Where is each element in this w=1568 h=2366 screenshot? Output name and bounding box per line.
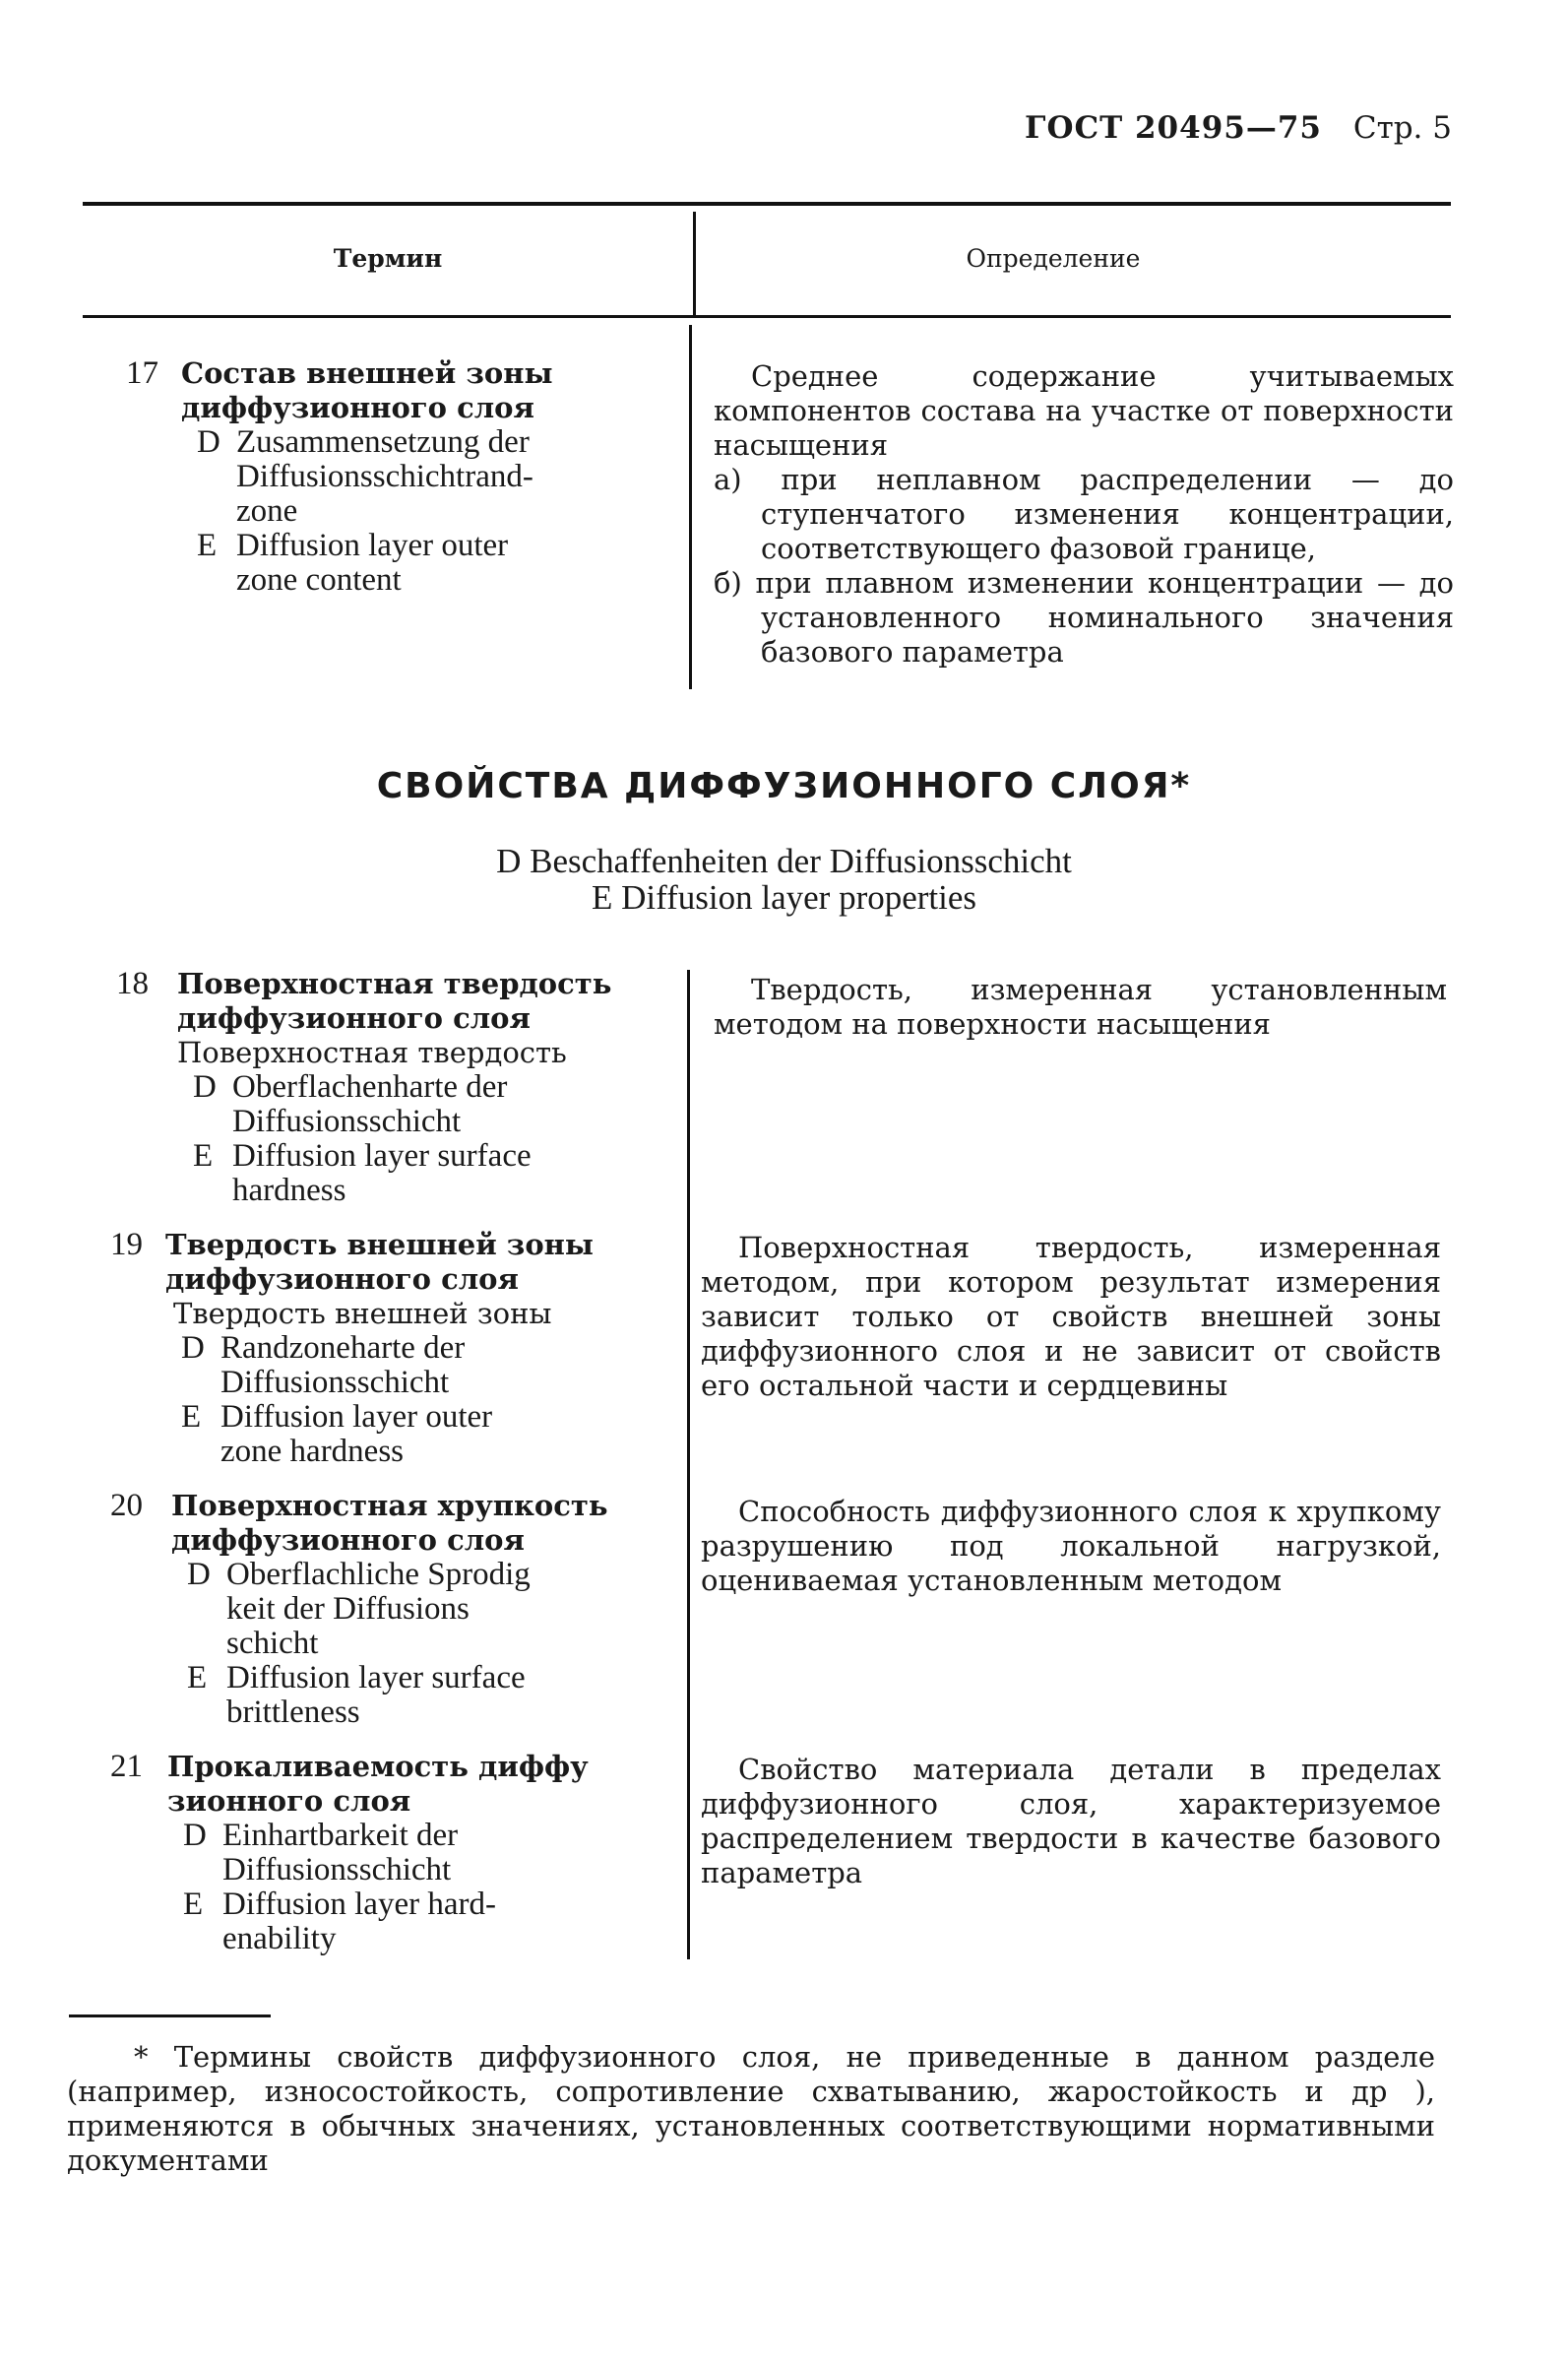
term-ru-line: Твердость внешней зоны: [165, 1228, 594, 1261]
term-en-cont: brittleness: [226, 1695, 360, 1730]
definition-text: Способность диффузионного слоя к хрупкому разрушению под локальной нагрузкой, оцениваемая установленным методом: [701, 1495, 1441, 1597]
page-header: [1025, 110, 1452, 146]
term-en-cont: hardness: [232, 1173, 346, 1208]
term-de: D Zusammensetzung der: [197, 424, 530, 460]
page-number: Стр. 5: [1352, 110, 1452, 146]
term-entry-19: [110, 1228, 671, 1469]
footnote-rule: [69, 2014, 271, 2017]
term-de-cont: Diffusionsschicht: [220, 1365, 450, 1400]
term-de: D Randzoneharte der: [181, 1330, 466, 1366]
term-ru-line: Поверхностная хрупкость: [171, 1489, 608, 1522]
term-en-cont: zone content: [236, 562, 402, 598]
table-header-rule: [83, 315, 1451, 318]
term-number: 19: [110, 1227, 143, 1262]
column-header-term: Термин: [333, 244, 443, 273]
term-synonym: Поверхностная твердость: [177, 1036, 567, 1069]
definition-text: Поверхностная твердость, измеренная методом, при котором результат измерения зависит только от свойств внешней зоны диффузионного слоя и не зависит от свойств его остальной части и сердцевины: [701, 1231, 1441, 1402]
section-title-de: D Beschaffenheiten der Diffusionsschicht: [496, 842, 1072, 880]
definition-item-a: а) при неплавном распределении — до ступенчатого изменения концентрации, соответствующего фазовой границе,: [714, 463, 1454, 565]
term-de-cont: zone: [236, 493, 298, 529]
definition-21: [701, 1753, 1441, 1890]
term-de: D Oberflachenharte der: [193, 1069, 508, 1105]
term-entry-21: [110, 1750, 671, 1956]
term-ru-line: диффузионного слоя: [165, 1262, 519, 1296]
definition-text: Твердость, измеренная установленным методом на поверхности насыщения: [714, 973, 1447, 1041]
term-ru-line: зионного слоя: [167, 1784, 411, 1818]
term-number: 20: [110, 1488, 143, 1523]
footnote: [67, 2040, 1435, 2178]
term-en: E Diffusion layer outer: [181, 1399, 493, 1435]
term-de-cont: Diffusionsschicht: [222, 1852, 452, 1887]
term-de: D Einhartbarkeit der: [183, 1818, 459, 1853]
term-ru-line: Состав внешней зоны: [181, 356, 553, 390]
term-ru-line: диффузионного слоя: [171, 1523, 525, 1557]
term-en-cont: zone hardness: [220, 1434, 405, 1469]
term-en: E Diffusion layer surface: [193, 1138, 532, 1174]
definition-17: [714, 359, 1454, 670]
section-title-en: E Diffusion layer properties: [591, 878, 977, 917]
definition-text: Свойство материала детали в пределах диффузионного слоя, характеризуемое распределением твердости в качестве базового параметра: [701, 1753, 1441, 1889]
definition-18: [714, 973, 1447, 1042]
section-title: СВОЙСТВА ДИФФУЗИОННОГО СЛОЯ*: [376, 766, 1192, 806]
standard-code: ГОСТ 20495—75: [1025, 110, 1322, 146]
definition-19: [701, 1231, 1441, 1403]
term-en-cont: enability: [222, 1921, 337, 1956]
term-de-cont: schicht: [226, 1626, 319, 1661]
column-divider-block-1: [689, 325, 692, 689]
table-top-rule: [83, 202, 1451, 206]
term-synonym: Твердость внешней зоны: [173, 1297, 552, 1330]
term-number: 17: [126, 355, 158, 391]
column-divider-block-2: [687, 970, 690, 1959]
term-de-cont: keit der Diffusions: [226, 1591, 470, 1627]
term-ru-line: диффузионного слоя: [177, 1001, 531, 1035]
term-number: 18: [116, 966, 149, 1001]
term-entry-18: [116, 967, 667, 1208]
term-ru-line: Прокаливаемость диффу: [167, 1750, 589, 1783]
definition-text: Среднее содержание учитываемых компонентов состава на участке от поверхности насыщения: [714, 359, 1454, 462]
term-de-cont: Diffusionsschichtrand-: [236, 459, 533, 494]
definition-item-b: б) при плавном изменении концентрации — до установленного номинального значения базового параметра: [714, 566, 1454, 669]
term-number: 21: [110, 1749, 143, 1784]
term-en: E Diffusion layer hard-: [183, 1886, 496, 1922]
term-entry-20: [110, 1489, 671, 1730]
definition-20: [701, 1495, 1441, 1598]
term-entry-17: [126, 356, 677, 598]
term-en: E Diffusion layer surface: [187, 1660, 526, 1695]
term-ru-line: диффузионного слоя: [181, 391, 534, 424]
column-divider-header: [693, 212, 696, 315]
footnote-text: * Термины свойств диффузионного слоя, не приведенные в данном разделе (например, износостойкость, сопротивление схватыванию, жаростойкость и др ), применяются в обычных значениях, установленных соответствующими нормативными документами: [67, 2040, 1435, 2177]
term-en: E Diffusion layer outer: [197, 528, 509, 563]
term-ru-line: Поверхностная твердость: [177, 967, 612, 1000]
term-de: D Oberflachliche Sprodig: [187, 1557, 531, 1592]
term-de-cont: Diffusionsschicht: [232, 1104, 462, 1139]
column-header-definition: Определение: [966, 244, 1141, 273]
